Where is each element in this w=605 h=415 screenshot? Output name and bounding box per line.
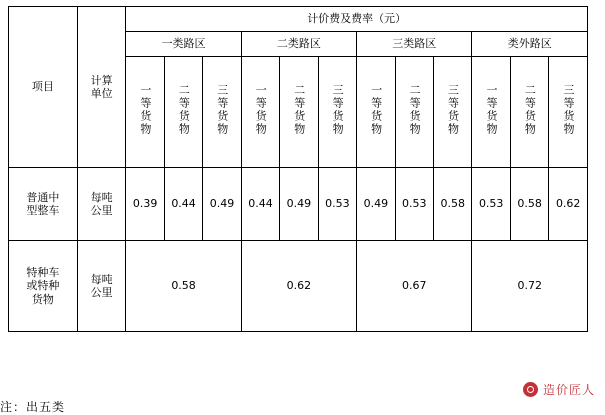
header-grade-3-zone1 — [203, 57, 241, 168]
header-grade-2-zone4 — [510, 57, 548, 168]
cell-value: 0.39 — [126, 168, 164, 241]
header-unit — [77, 7, 126, 168]
grade-text: 一等货物 — [138, 84, 152, 137]
watermark-text: 造价匠人 — [542, 383, 595, 397]
header-grade-1-zone3 — [357, 57, 395, 168]
row-label-special-truck — [9, 241, 78, 332]
table-row — [9, 241, 588, 332]
header-grade-2-zone1 — [164, 57, 202, 168]
row-unit-line1: 每吨 — [90, 190, 113, 204]
grade-text: 二等货物 — [408, 84, 422, 137]
grade-text: 一等货物 — [254, 84, 268, 137]
table-header-row-1 — [9, 7, 588, 32]
header-zone-4: 类外路区 — [472, 32, 588, 57]
header-rate-title: 计价费及费率（元） — [126, 7, 588, 32]
header-grade-3-zone2 — [318, 57, 356, 168]
cell-value: 0.58 — [434, 168, 472, 241]
cell-value: 0.62 — [549, 168, 588, 241]
row-unit-line1: 每吨 — [90, 272, 113, 286]
footnote: 注：出五类 — [0, 400, 66, 414]
rate-table-container — [8, 6, 588, 332]
header-grade-1-zone1 — [126, 57, 164, 168]
row-label-line1: 普通中 — [26, 190, 60, 204]
row-unit-line2: 公里 — [90, 286, 113, 299]
cell-value: 0.49 — [357, 168, 395, 241]
cell-value: 0.53 — [318, 168, 356, 241]
row-label-line2: 型整车 — [26, 204, 60, 217]
cell-value: 0.49 — [280, 168, 318, 241]
header-item-label: 项目 — [31, 80, 54, 94]
header-unit-label-line1: 计算 — [90, 73, 113, 87]
cell-value: 0.53 — [472, 168, 510, 241]
header-grade-1-zone4 — [472, 57, 510, 168]
grade-text: 三等货物 — [446, 84, 460, 137]
header-grade-3-zone3 — [434, 57, 472, 168]
grade-text: 一等货物 — [484, 84, 498, 137]
grade-text: 二等货物 — [523, 84, 537, 137]
row-label-normal-truck — [9, 168, 78, 241]
grade-text: 三等货物 — [561, 84, 575, 137]
row-unit-line2: 公里 — [90, 204, 113, 217]
grade-text: 二等货物 — [177, 84, 191, 137]
cell-value-merged: 0.62 — [241, 241, 356, 332]
header-grade-2-zone2 — [280, 57, 318, 168]
cell-value-merged: 0.72 — [472, 241, 588, 332]
freight-rate-table — [8, 6, 588, 332]
cell-value: 0.49 — [203, 168, 241, 241]
cell-value-merged: 0.67 — [357, 241, 472, 332]
row-unit-normal-truck — [77, 168, 126, 241]
grade-text: 三等货物 — [331, 84, 345, 137]
cell-value: 0.44 — [241, 168, 279, 241]
cell-value: 0.44 — [164, 168, 202, 241]
cell-value: 0.58 — [510, 168, 548, 241]
header-zone-2: 二类路区 — [241, 32, 356, 57]
header-grade-2-zone3 — [395, 57, 433, 168]
grade-text: 一等货物 — [369, 84, 383, 137]
header-item — [9, 7, 78, 168]
watermark — [523, 381, 595, 398]
header-grade-1-zone2 — [241, 57, 279, 168]
header-unit-label-line2: 单位 — [90, 87, 113, 100]
header-zone-1: 一类路区 — [126, 32, 241, 57]
grade-text: 二等货物 — [292, 84, 306, 137]
cell-value: 0.53 — [395, 168, 433, 241]
cell-value-merged: 0.58 — [126, 241, 241, 332]
header-grade-3-zone4 — [549, 57, 588, 168]
header-zone-3: 三类路区 — [357, 32, 472, 57]
table-row — [9, 168, 588, 241]
row-unit-special-truck — [77, 241, 126, 332]
circle-badge-icon — [523, 382, 538, 397]
grade-text: 三等货物 — [215, 84, 229, 137]
row-label-line3: 货物 — [31, 292, 54, 306]
row-label-line1: 特种车 — [26, 266, 60, 280]
row-label-line2: 或特种 — [26, 279, 60, 293]
